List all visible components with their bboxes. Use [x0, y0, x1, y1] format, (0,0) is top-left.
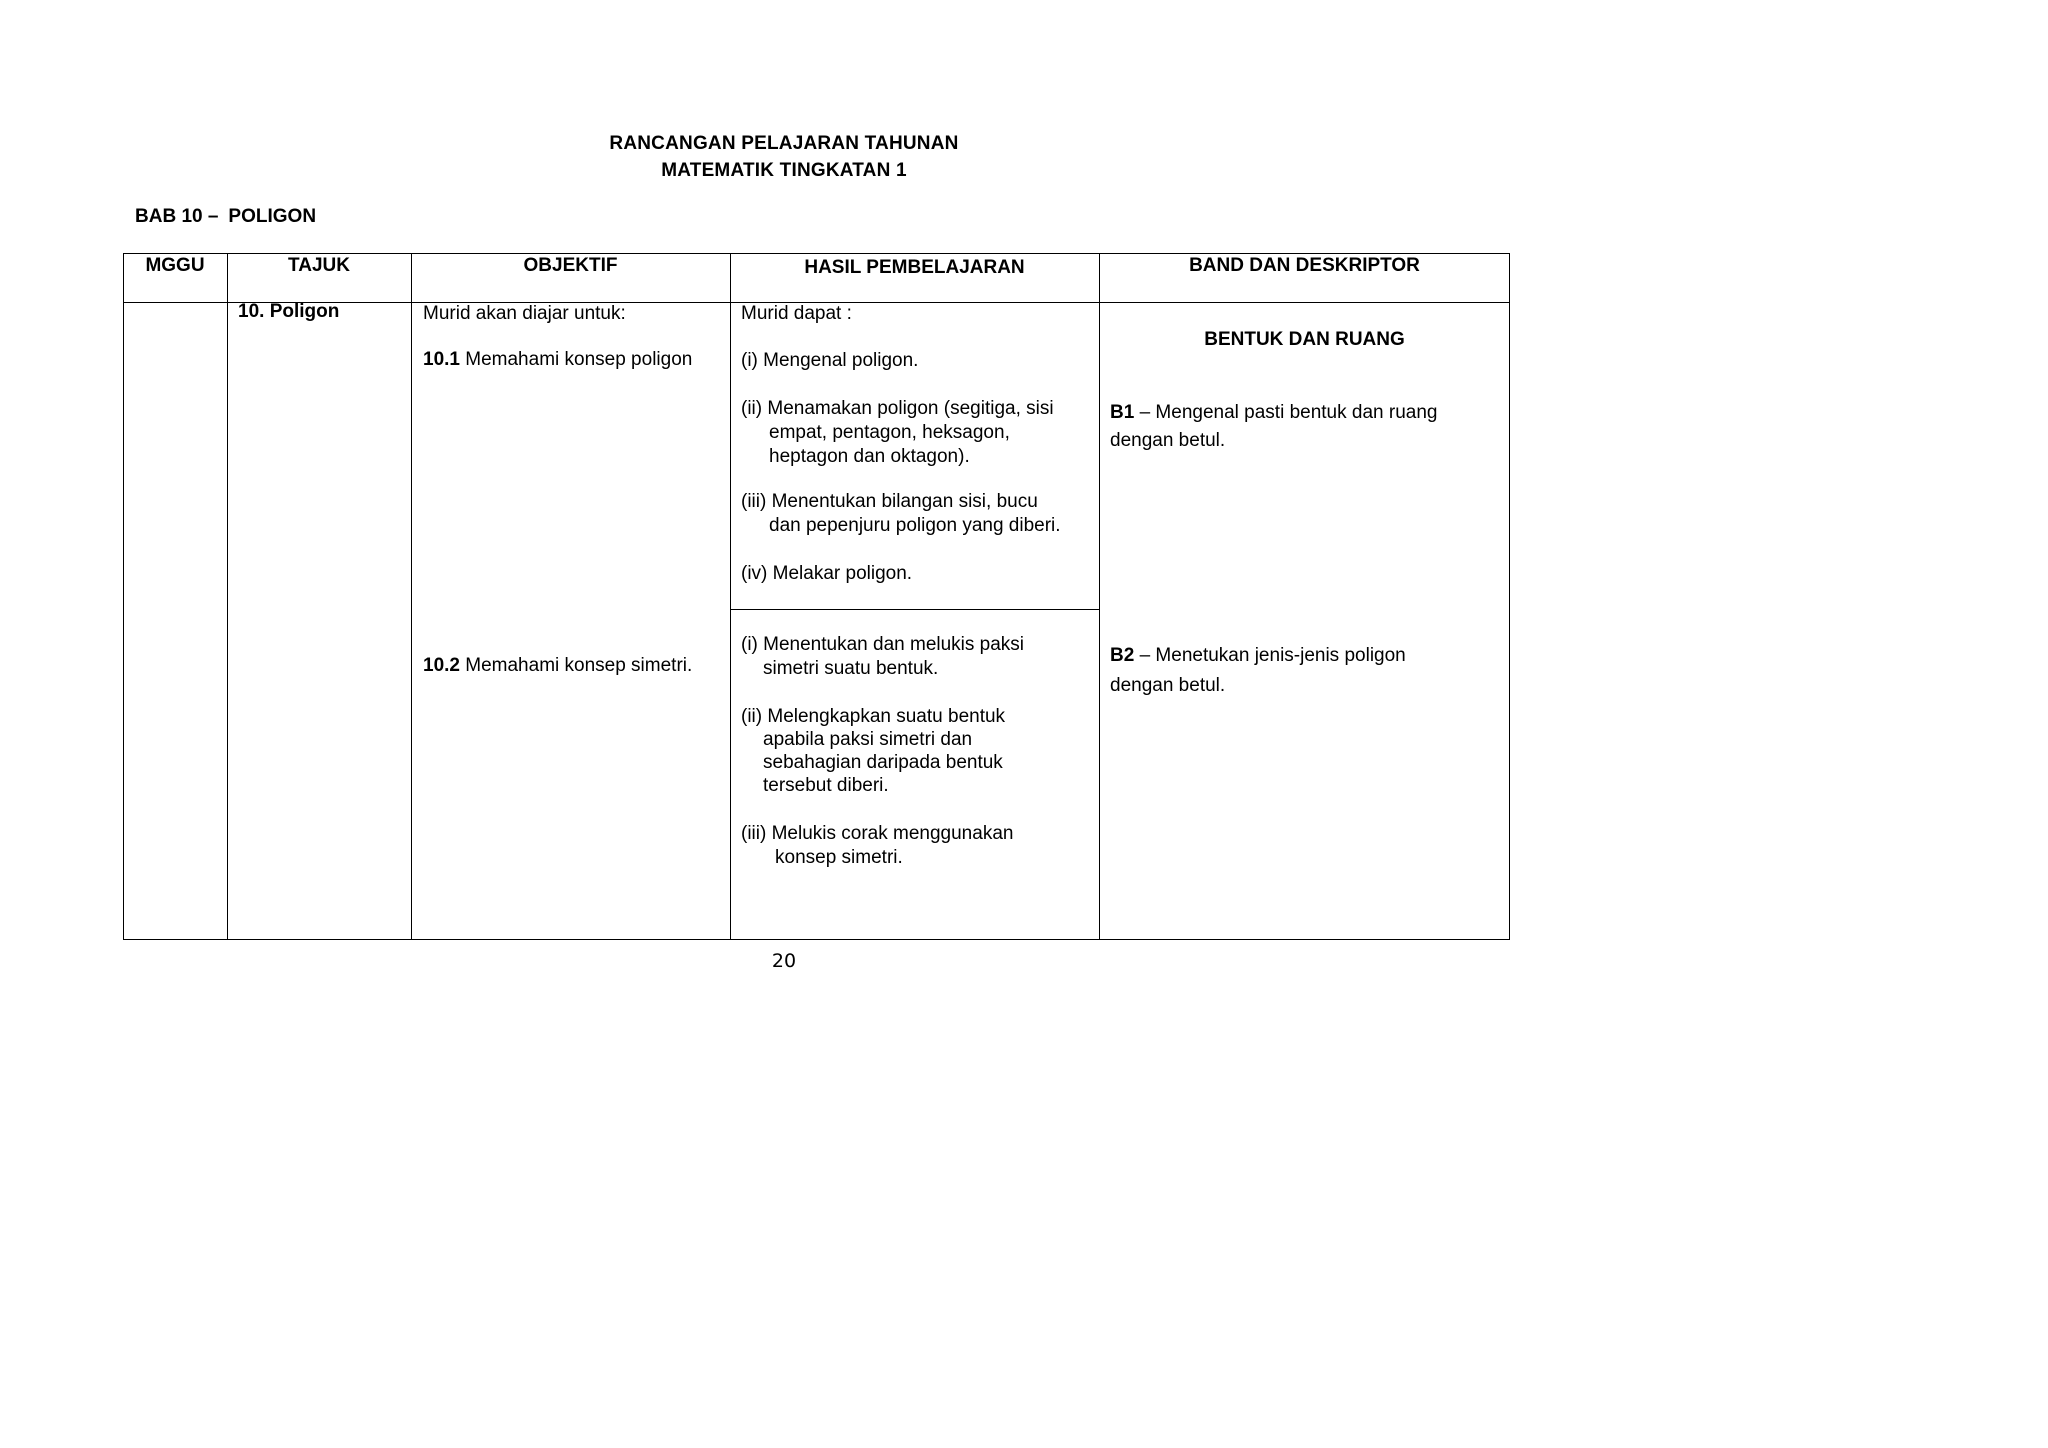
band-text: – Mengenal pasti bentuk dan ruang — [1134, 402, 1438, 423]
hasil-item: (iii) Melukis corak menggunakan — [741, 823, 1014, 844]
document-title: RANCANGAN PELAJARAN TAHUNAN — [609, 133, 959, 154]
objektif-intro: Murid akan diajar untuk: — [423, 303, 626, 324]
column-divider — [1099, 253, 1100, 940]
band-descriptor-b2 — [1110, 644, 1406, 668]
hasil-section-divider — [730, 609, 1099, 610]
hasil-item: (ii) Menamakan poligon (segitiga, sisi — [741, 398, 1054, 419]
band-code: B1 — [1110, 402, 1135, 423]
column-divider — [411, 253, 412, 940]
hasil-item: (iv) Melakar poligon. — [741, 563, 913, 584]
band-text: – Menetukan jenis-jenis poligon — [1134, 645, 1406, 666]
chapter-heading — [135, 206, 316, 228]
column-divider — [730, 253, 731, 940]
objektif-item-text: Memahami konsep poligon — [465, 349, 693, 370]
hasil-item: (i) Mengenal poligon. — [741, 350, 919, 371]
hasil-item-continuation: sebahagian daripada bentuk — [763, 752, 1003, 773]
column-header-tajuk: TAJUK — [288, 255, 350, 276]
hasil-item-continuation: dan pepenjuru poligon yang diberi. — [769, 515, 1061, 536]
band-heading: BENTUK DAN RUANG — [1204, 329, 1405, 350]
hasil-item-continuation: apabila paksi simetri dan — [763, 729, 973, 750]
hasil-item-continuation: empat, pentagon, heksagon, — [769, 422, 1010, 443]
column-header-hasil-pembelajaran: HASIL PEMBELAJARAN — [804, 257, 1025, 278]
hasil-item-continuation: heptagon dan oktagon). — [769, 446, 970, 467]
objektif-item-text: Memahami konsep simetri. — [465, 655, 693, 676]
hasil-intro: Murid dapat : — [741, 303, 852, 324]
objektif-item — [423, 348, 692, 372]
page-number: 20 — [771, 950, 797, 972]
hasil-item-continuation: tersebut diberi. — [763, 775, 889, 796]
chapter-label: BAB 10 – — [135, 206, 219, 227]
band-descriptor-continuation: dengan betul. — [1110, 675, 1226, 696]
column-divider — [227, 253, 228, 940]
hasil-item: (iii) Menentukan bilangan sisi, bucu — [741, 491, 1038, 512]
band-descriptor-continuation: dengan betul. — [1110, 430, 1226, 451]
objektif-item-number: 10.2 — [423, 655, 460, 676]
tajuk-cell: 10. Poligon — [238, 301, 340, 322]
objektif-item-number: 10.1 — [423, 349, 460, 370]
hasil-item: (i) Menentukan dan melukis paksi — [741, 634, 1025, 655]
hasil-item: (ii) Melengkapkan suatu bentuk — [741, 706, 1006, 727]
objektif-item — [423, 654, 692, 678]
hasil-item-continuation: simetri suatu bentuk. — [763, 658, 939, 679]
column-header-mggu: MGGU — [145, 255, 205, 276]
column-header-objektif: OBJEKTIF — [523, 255, 618, 276]
band-descriptor-b1 — [1110, 401, 1437, 425]
chapter-name: POLIGON — [228, 206, 317, 227]
hasil-item-continuation: konsep simetri. — [775, 847, 903, 868]
band-code: B2 — [1110, 645, 1135, 666]
column-header-band-dan-deskriptor: BAND DAN DESKRIPTOR — [1189, 255, 1420, 276]
document-subtitle: MATEMATIK TINGKATAN 1 — [661, 160, 907, 181]
